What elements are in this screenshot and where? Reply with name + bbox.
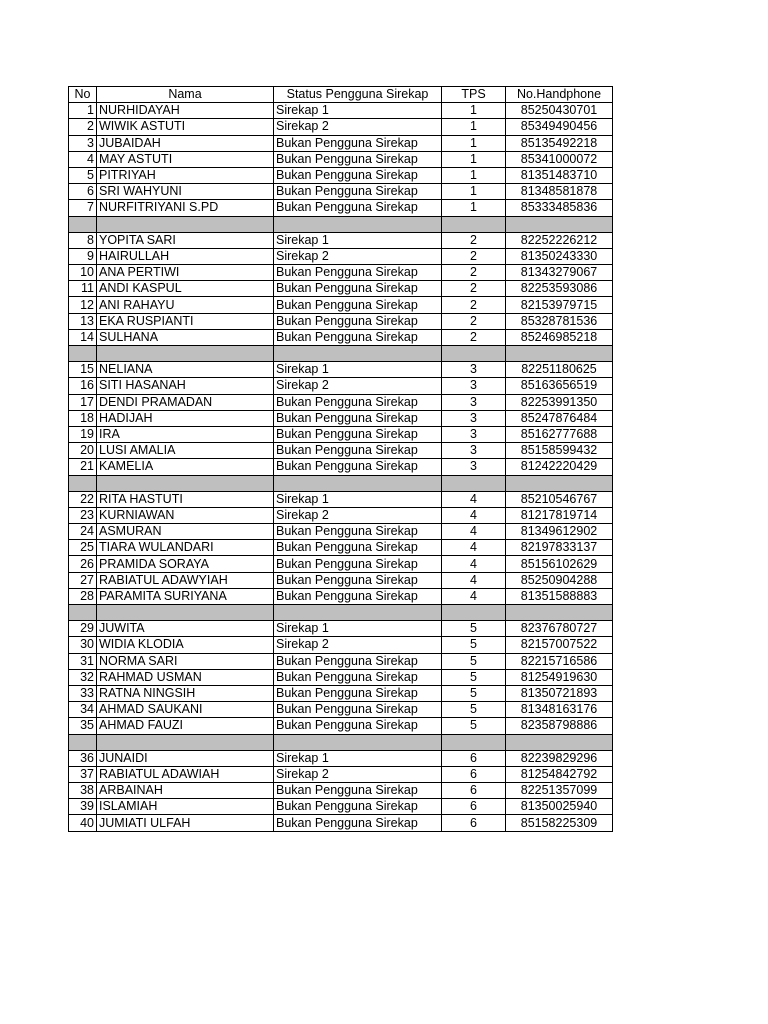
cell-nama[interactable]: HAIRULLAH — [97, 248, 274, 264]
cell-status[interactable]: Bukan Pengguna Sirekap — [274, 426, 442, 442]
cell-no[interactable]: 18 — [69, 410, 97, 426]
header-nama[interactable]: Nama — [97, 87, 274, 103]
cell-nama[interactable]: KAMELIA — [97, 459, 274, 475]
cell-nama[interactable]: ISLAMIAH — [97, 799, 274, 815]
cell-tps[interactable]: 4 — [442, 556, 506, 572]
table-row — [69, 783, 613, 799]
separator-cell[interactable] — [506, 216, 613, 232]
cell-no[interactable]: 1 — [69, 103, 97, 119]
cell-handphone[interactable]: 85246985218 — [506, 329, 613, 345]
cell-status[interactable]: Sirekap 2 — [274, 378, 442, 394]
cell-status[interactable]: Sirekap 1 — [274, 232, 442, 248]
cell-nama[interactable]: NURFITRIYANI S.PD — [97, 200, 274, 216]
separator-row — [69, 346, 613, 362]
cell-handphone[interactable]: 81351483710 — [506, 167, 613, 183]
separator-cell[interactable] — [506, 346, 613, 362]
cell-tps[interactable]: 2 — [442, 281, 506, 297]
cell-handphone[interactable]: 85341000072 — [506, 151, 613, 167]
cell-no[interactable]: 12 — [69, 297, 97, 313]
cell-no[interactable]: 15 — [69, 362, 97, 378]
table-row — [69, 167, 613, 183]
cell-nama[interactable]: JUMIATI ULFAH — [97, 815, 274, 831]
cell-tps[interactable]: 3 — [442, 410, 506, 426]
cell-tps[interactable]: 1 — [442, 200, 506, 216]
cell-status[interactable]: Bukan Pengguna Sirekap — [274, 167, 442, 183]
cell-status[interactable]: Bukan Pengguna Sirekap — [274, 783, 442, 799]
separator-cell[interactable] — [69, 346, 97, 362]
cell-status[interactable]: Bukan Pengguna Sirekap — [274, 281, 442, 297]
separator-cell[interactable] — [69, 605, 97, 621]
table-row — [69, 637, 613, 653]
cell-status[interactable]: Bukan Pengguna Sirekap — [274, 524, 442, 540]
cell-tps[interactable]: 1 — [442, 151, 506, 167]
table-row — [69, 265, 613, 281]
cell-nama[interactable]: YOPITA SARI — [97, 232, 274, 248]
cell-nama[interactable]: KURNIAWAN — [97, 507, 274, 523]
table-row — [69, 362, 613, 378]
cell-handphone[interactable]: 82239829296 — [506, 750, 613, 766]
cell-tps[interactable]: 2 — [442, 329, 506, 345]
cell-status[interactable]: Bukan Pengguna Sirekap — [274, 702, 442, 718]
table-row — [69, 200, 613, 216]
cell-status[interactable]: Bukan Pengguna Sirekap — [274, 685, 442, 701]
cell-nama[interactable]: NORMA SARI — [97, 653, 274, 669]
cell-handphone[interactable]: 82251180625 — [506, 362, 613, 378]
cell-status[interactable]: Bukan Pengguna Sirekap — [274, 540, 442, 556]
cell-handphone[interactable]: 85328781536 — [506, 313, 613, 329]
separator-cell[interactable] — [442, 734, 506, 750]
table-row — [69, 394, 613, 410]
cell-nama[interactable]: ASMURAN — [97, 524, 274, 540]
cell-handphone[interactable]: 82358798886 — [506, 718, 613, 734]
cell-status[interactable]: Bukan Pengguna Sirekap — [274, 815, 442, 831]
cell-tps[interactable]: 3 — [442, 443, 506, 459]
cell-tps[interactable]: 4 — [442, 540, 506, 556]
cell-status[interactable]: Bukan Pengguna Sirekap — [274, 200, 442, 216]
cell-tps[interactable]: 4 — [442, 491, 506, 507]
separator-cell[interactable] — [69, 734, 97, 750]
separator-cell[interactable] — [442, 346, 506, 362]
cell-tps[interactable]: 6 — [442, 750, 506, 766]
cell-status[interactable]: Bukan Pengguna Sirekap — [274, 394, 442, 410]
cell-no[interactable]: 5 — [69, 167, 97, 183]
table-row — [69, 151, 613, 167]
cell-tps[interactable]: 5 — [442, 637, 506, 653]
cell-status[interactable]: Bukan Pengguna Sirekap — [274, 313, 442, 329]
cell-nama[interactable]: LUSI AMALIA — [97, 443, 274, 459]
cell-status[interactable]: Bukan Pengguna Sirekap — [274, 588, 442, 604]
cell-nama[interactable]: NELIANA — [97, 362, 274, 378]
cell-tps[interactable]: 3 — [442, 426, 506, 442]
cell-no[interactable]: 6 — [69, 184, 97, 200]
cell-nama[interactable]: SITI HASANAH — [97, 378, 274, 394]
table-row — [69, 524, 613, 540]
cell-no[interactable]: 14 — [69, 329, 97, 345]
separator-cell[interactable] — [97, 216, 274, 232]
cell-tps[interactable]: 3 — [442, 459, 506, 475]
cell-no[interactable]: 4 — [69, 151, 97, 167]
separator-cell[interactable] — [442, 475, 506, 491]
table-row — [69, 766, 613, 782]
cell-nama[interactable]: RATNA NINGSIH — [97, 685, 274, 701]
cell-handphone[interactable]: 85158225309 — [506, 815, 613, 831]
cell-no[interactable]: 36 — [69, 750, 97, 766]
header-tps[interactable]: TPS — [442, 87, 506, 103]
cell-tps[interactable]: 4 — [442, 588, 506, 604]
table-row — [69, 184, 613, 200]
table-row — [69, 459, 613, 475]
cell-status[interactable]: Sirekap 1 — [274, 103, 442, 119]
header-no[interactable]: No — [69, 87, 97, 103]
cell-no[interactable]: 22 — [69, 491, 97, 507]
cell-tps[interactable]: 1 — [442, 135, 506, 151]
cell-no[interactable]: 25 — [69, 540, 97, 556]
cell-no[interactable]: 40 — [69, 815, 97, 831]
cell-no[interactable]: 8 — [69, 232, 97, 248]
cell-handphone[interactable]: 85210546767 — [506, 491, 613, 507]
cell-handphone[interactable]: 82253593086 — [506, 281, 613, 297]
cell-nama[interactable]: TIARA WULANDARI — [97, 540, 274, 556]
cell-handphone[interactable]: 85162777688 — [506, 426, 613, 442]
cell-handphone[interactable]: 81242220429 — [506, 459, 613, 475]
cell-no[interactable]: 13 — [69, 313, 97, 329]
cell-tps[interactable]: 5 — [442, 653, 506, 669]
cell-no[interactable]: 23 — [69, 507, 97, 523]
cell-status[interactable]: Bukan Pengguna Sirekap — [274, 799, 442, 815]
cell-nama[interactable]: PRAMIDA SORAYA — [97, 556, 274, 572]
cell-handphone[interactable]: 85333485836 — [506, 200, 613, 216]
cell-nama[interactable]: RAHMAD USMAN — [97, 669, 274, 685]
cell-handphone[interactable]: 82197833137 — [506, 540, 613, 556]
cell-handphone[interactable]: 81348581878 — [506, 184, 613, 200]
cell-nama[interactable]: DENDI PRAMADAN — [97, 394, 274, 410]
cell-status[interactable]: Sirekap 2 — [274, 119, 442, 135]
cell-tps[interactable]: 2 — [442, 265, 506, 281]
cell-tps[interactable]: 6 — [442, 799, 506, 815]
cell-no[interactable]: 31 — [69, 653, 97, 669]
cell-nama[interactable]: JUWITA — [97, 621, 274, 637]
cell-tps[interactable]: 4 — [442, 524, 506, 540]
table-body — [69, 87, 613, 832]
cell-nama[interactable]: MAY ASTUTI — [97, 151, 274, 167]
cell-nama[interactable]: SRI WAHYUNI — [97, 184, 274, 200]
cell-handphone[interactable]: 85158599432 — [506, 443, 613, 459]
table-row — [69, 556, 613, 572]
separator-cell[interactable] — [506, 605, 613, 621]
separator-cell[interactable] — [274, 734, 442, 750]
cell-tps[interactable]: 1 — [442, 184, 506, 200]
cell-no[interactable]: 30 — [69, 637, 97, 653]
separator-cell[interactable] — [69, 475, 97, 491]
cell-handphone[interactable]: 82153979715 — [506, 297, 613, 313]
cell-handphone[interactable]: 81254919630 — [506, 669, 613, 685]
cell-status[interactable]: Bukan Pengguna Sirekap — [274, 572, 442, 588]
cell-tps[interactable]: 2 — [442, 297, 506, 313]
cell-tps[interactable]: 5 — [442, 621, 506, 637]
cell-nama[interactable]: RABIATUL ADAWYIAH — [97, 572, 274, 588]
cell-tps[interactable]: 2 — [442, 248, 506, 264]
separator-cell[interactable] — [274, 475, 442, 491]
table-row — [69, 329, 613, 345]
cell-tps[interactable]: 3 — [442, 378, 506, 394]
table-row — [69, 702, 613, 718]
cell-status[interactable]: Bukan Pengguna Sirekap — [274, 151, 442, 167]
table-row — [69, 248, 613, 264]
table-row — [69, 572, 613, 588]
cell-no[interactable]: 33 — [69, 685, 97, 701]
separator-row — [69, 216, 613, 232]
cell-handphone[interactable]: 81217819714 — [506, 507, 613, 523]
cell-nama[interactable]: AHMAD FAUZI — [97, 718, 274, 734]
cell-no[interactable]: 21 — [69, 459, 97, 475]
cell-tps[interactable]: 6 — [442, 815, 506, 831]
cell-nama[interactable]: HADIJAH — [97, 410, 274, 426]
cell-status[interactable]: Sirekap 1 — [274, 362, 442, 378]
cell-no[interactable]: 39 — [69, 799, 97, 815]
cell-handphone[interactable]: 81348163176 — [506, 702, 613, 718]
cell-handphone[interactable]: 81351588883 — [506, 588, 613, 604]
cell-handphone[interactable]: 82215716586 — [506, 653, 613, 669]
cell-no[interactable]: 27 — [69, 572, 97, 588]
cell-nama[interactable]: ARBAINAH — [97, 783, 274, 799]
cell-status[interactable]: Bukan Pengguna Sirekap — [274, 556, 442, 572]
cell-no[interactable]: 10 — [69, 265, 97, 281]
cell-handphone[interactable]: 85247876484 — [506, 410, 613, 426]
cell-tps[interactable]: 5 — [442, 718, 506, 734]
cell-no[interactable]: 2 — [69, 119, 97, 135]
separator-cell[interactable] — [442, 605, 506, 621]
cell-no[interactable]: 37 — [69, 766, 97, 782]
table-row — [69, 540, 613, 556]
spreadsheet-table — [68, 86, 613, 832]
header-row — [69, 87, 613, 103]
cell-status[interactable]: Sirekap 2 — [274, 766, 442, 782]
table-row — [69, 410, 613, 426]
table-row — [69, 653, 613, 669]
cell-handphone[interactable]: 82253991350 — [506, 394, 613, 410]
cell-no[interactable]: 19 — [69, 426, 97, 442]
cell-tps[interactable]: 5 — [442, 702, 506, 718]
cell-handphone[interactable]: 85250430701 — [506, 103, 613, 119]
cell-handphone[interactable]: 81254842792 — [506, 766, 613, 782]
cell-handphone[interactable]: 81349612902 — [506, 524, 613, 540]
table-row — [69, 507, 613, 523]
table-row — [69, 621, 613, 637]
cell-no[interactable]: 38 — [69, 783, 97, 799]
table-row — [69, 718, 613, 734]
cell-tps[interactable]: 6 — [442, 783, 506, 799]
cell-status[interactable]: Bukan Pengguna Sirekap — [274, 718, 442, 734]
separator-cell[interactable] — [97, 734, 274, 750]
cell-tps[interactable]: 3 — [442, 394, 506, 410]
cell-tps[interactable]: 6 — [442, 766, 506, 782]
cell-nama[interactable]: SULHANA — [97, 329, 274, 345]
cell-tps[interactable]: 2 — [442, 232, 506, 248]
separator-row — [69, 475, 613, 491]
table-row — [69, 588, 613, 604]
cell-no[interactable]: 9 — [69, 248, 97, 264]
table-row — [69, 119, 613, 135]
cell-no[interactable]: 34 — [69, 702, 97, 718]
cell-no[interactable]: 29 — [69, 621, 97, 637]
table-row — [69, 669, 613, 685]
cell-no[interactable]: 28 — [69, 588, 97, 604]
cell-status[interactable]: Bukan Pengguna Sirekap — [274, 410, 442, 426]
cell-no[interactable]: 7 — [69, 200, 97, 216]
cell-handphone[interactable]: 81350721893 — [506, 685, 613, 701]
cell-status[interactable]: Bukan Pengguna Sirekap — [274, 653, 442, 669]
cell-handphone[interactable]: 82376780727 — [506, 621, 613, 637]
cell-handphone[interactable]: 81350025940 — [506, 799, 613, 815]
separator-cell[interactable] — [442, 216, 506, 232]
cell-handphone[interactable]: 81350243330 — [506, 248, 613, 264]
cell-no[interactable]: 3 — [69, 135, 97, 151]
cell-status[interactable]: Sirekap 2 — [274, 248, 442, 264]
cell-nama[interactable]: AHMAD SAUKANI — [97, 702, 274, 718]
cell-tps[interactable]: 3 — [442, 362, 506, 378]
cell-tps[interactable]: 5 — [442, 669, 506, 685]
cell-status[interactable]: Bukan Pengguna Sirekap — [274, 265, 442, 281]
cell-nama[interactable]: EKA RUSPIANTI — [97, 313, 274, 329]
header-handphone[interactable]: No.Handphone — [506, 87, 613, 103]
table-row — [69, 281, 613, 297]
cell-handphone[interactable]: 85135492218 — [506, 135, 613, 151]
cell-nama[interactable]: WIDIA KLODIA — [97, 637, 274, 653]
table-row — [69, 491, 613, 507]
cell-nama[interactable]: NURHIDAYAH — [97, 103, 274, 119]
separator-cell[interactable] — [274, 605, 442, 621]
cell-handphone[interactable]: 81343279067 — [506, 265, 613, 281]
table-row — [69, 103, 613, 119]
cell-nama[interactable]: RITA HASTUTI — [97, 491, 274, 507]
cell-tps[interactable]: 2 — [442, 313, 506, 329]
cell-nama[interactable]: PITRIYAH — [97, 167, 274, 183]
cell-status[interactable]: Sirekap 1 — [274, 750, 442, 766]
cell-status[interactable]: Sirekap 2 — [274, 637, 442, 653]
table-row — [69, 815, 613, 831]
cell-handphone[interactable]: 82157007522 — [506, 637, 613, 653]
cell-status[interactable]: Bukan Pengguna Sirekap — [274, 184, 442, 200]
cell-nama[interactable]: ANA PERTIWI — [97, 265, 274, 281]
cell-no[interactable]: 32 — [69, 669, 97, 685]
cell-status[interactable]: Bukan Pengguna Sirekap — [274, 135, 442, 151]
cell-status[interactable]: Bukan Pengguna Sirekap — [274, 297, 442, 313]
cell-handphone[interactable]: 85163656519 — [506, 378, 613, 394]
table-row — [69, 297, 613, 313]
table-row — [69, 313, 613, 329]
cell-tps[interactable]: 4 — [442, 507, 506, 523]
cell-nama[interactable]: ANI RAHAYU — [97, 297, 274, 313]
separator-cell[interactable] — [274, 346, 442, 362]
cell-nama[interactable]: JUBAIDAH — [97, 135, 274, 151]
cell-no[interactable]: 20 — [69, 443, 97, 459]
table-row — [69, 378, 613, 394]
cell-status[interactable]: Bukan Pengguna Sirekap — [274, 669, 442, 685]
cell-no[interactable]: 26 — [69, 556, 97, 572]
separator-cell[interactable] — [97, 605, 274, 621]
separator-row — [69, 605, 613, 621]
cell-status[interactable]: Sirekap 2 — [274, 507, 442, 523]
table-row — [69, 799, 613, 815]
separator-cell[interactable] — [97, 346, 274, 362]
cell-tps[interactable]: 4 — [442, 572, 506, 588]
cell-status[interactable]: Sirekap 1 — [274, 621, 442, 637]
cell-tps[interactable]: 1 — [442, 103, 506, 119]
cell-nama[interactable]: JUNAIDI — [97, 750, 274, 766]
separator-cell[interactable] — [506, 475, 613, 491]
table-row — [69, 232, 613, 248]
cell-handphone[interactable]: 82252226212 — [506, 232, 613, 248]
cell-status[interactable]: Bukan Pengguna Sirekap — [274, 329, 442, 345]
cell-no[interactable]: 35 — [69, 718, 97, 734]
table-row — [69, 426, 613, 442]
cell-nama[interactable]: ANDI KASPUL — [97, 281, 274, 297]
cell-no[interactable]: 17 — [69, 394, 97, 410]
cell-status[interactable]: Sirekap 1 — [274, 491, 442, 507]
cell-status[interactable]: Bukan Pengguna Sirekap — [274, 443, 442, 459]
cell-no[interactable]: 11 — [69, 281, 97, 297]
separator-cell[interactable] — [69, 216, 97, 232]
cell-status[interactable]: Bukan Pengguna Sirekap — [274, 459, 442, 475]
cell-no[interactable]: 24 — [69, 524, 97, 540]
cell-nama[interactable]: WIWIK ASTUTI — [97, 119, 274, 135]
table-row — [69, 443, 613, 459]
separator-cell[interactable] — [506, 734, 613, 750]
cell-nama[interactable]: PARAMITA SURIYANA — [97, 588, 274, 604]
cell-no[interactable]: 16 — [69, 378, 97, 394]
header-status[interactable]: Status Pengguna Sirekap — [274, 87, 442, 103]
separator-cell[interactable] — [274, 216, 442, 232]
separator-cell[interactable] — [97, 475, 274, 491]
cell-handphone[interactable]: 85156102629 — [506, 556, 613, 572]
cell-nama[interactable]: RABIATUL ADAWIAH — [97, 766, 274, 782]
cell-handphone[interactable]: 85250904288 — [506, 572, 613, 588]
cell-tps[interactable]: 5 — [442, 685, 506, 701]
cell-nama[interactable]: IRA — [97, 426, 274, 442]
cell-tps[interactable]: 1 — [442, 119, 506, 135]
cell-handphone[interactable]: 85349490456 — [506, 119, 613, 135]
cell-handphone[interactable]: 82251357099 — [506, 783, 613, 799]
table-row — [69, 750, 613, 766]
table-row — [69, 685, 613, 701]
table-row — [69, 135, 613, 151]
cell-tps[interactable]: 1 — [442, 167, 506, 183]
separator-row — [69, 734, 613, 750]
